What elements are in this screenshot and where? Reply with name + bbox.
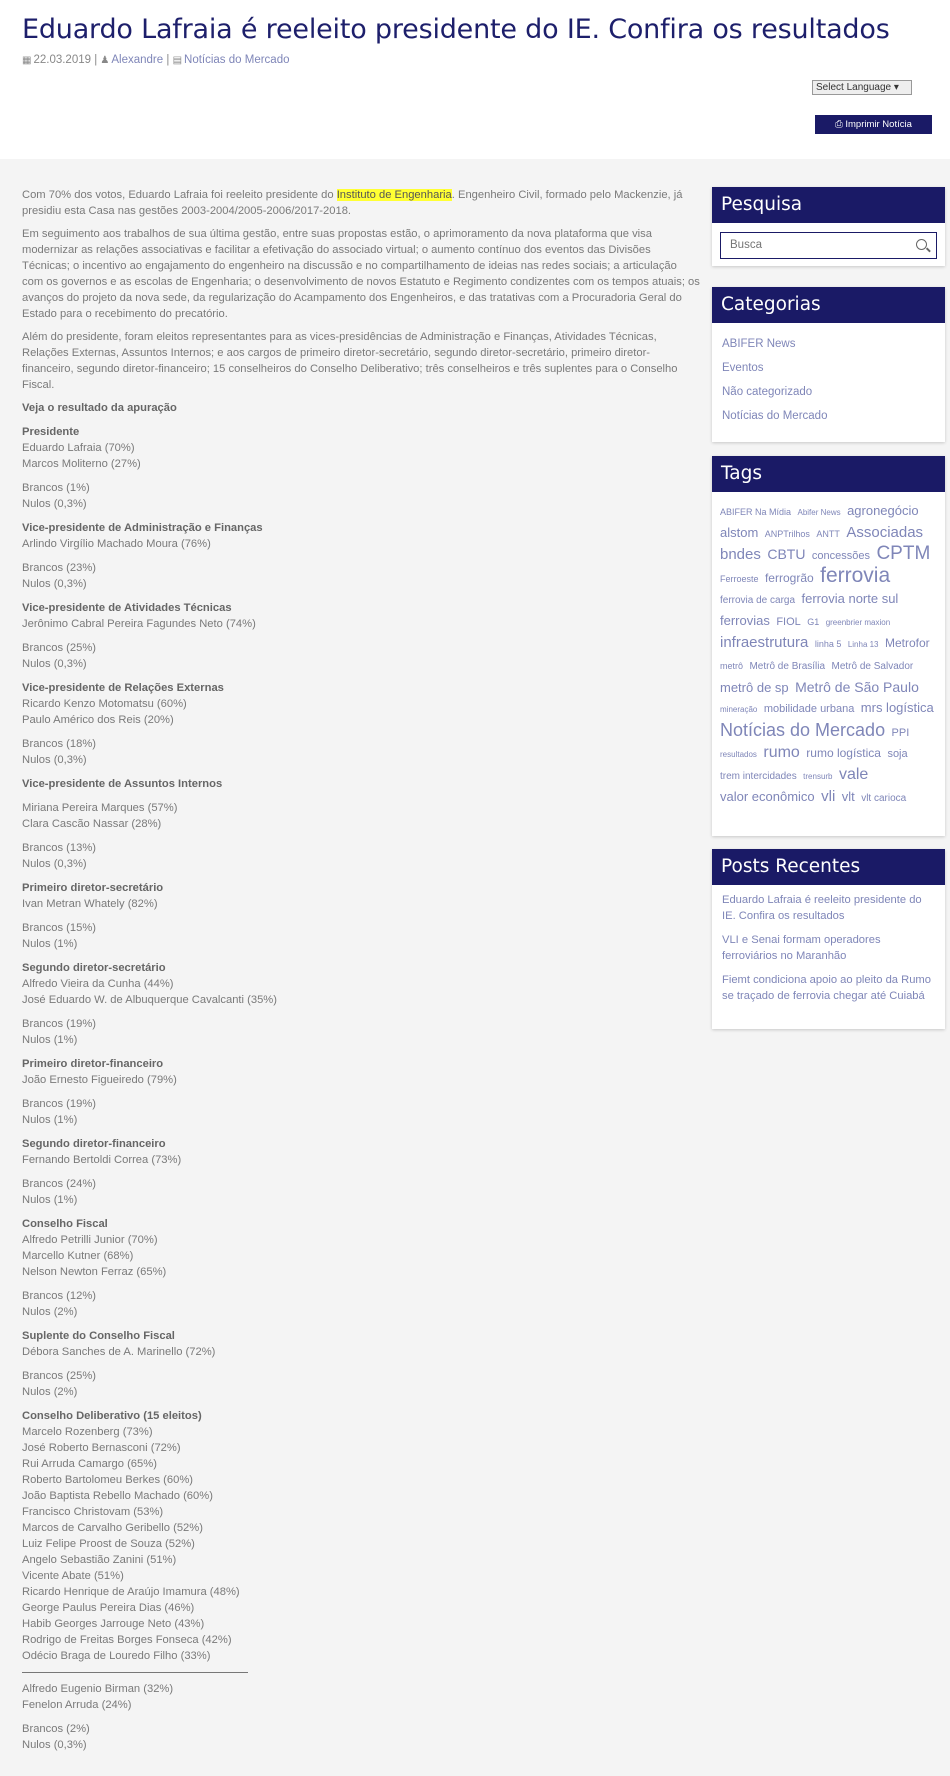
- null-votes: Nulos (0,3%): [22, 1739, 87, 1751]
- result-office-title: Vice-presidente de Relações Externas: [22, 682, 224, 694]
- candidate-result: Alfredo Petrilli Junior (70%): [22, 1234, 158, 1246]
- tag-link[interactable]: vlt: [841, 789, 855, 804]
- recent-post-link[interactable]: Eduardo Lafraia é reeleito presidente do IE. Confira os resultados: [722, 894, 922, 922]
- meta-separator: |: [91, 54, 101, 66]
- category-link[interactable]: Notícias do Mercado: [184, 54, 290, 66]
- blank-votes: Brancos (24%): [22, 1178, 96, 1190]
- tag-link[interactable]: rumo logística: [806, 746, 881, 760]
- candidate-result: Ricardo Henrique de Araújo Imamura (48%): [22, 1586, 240, 1598]
- results-section: [22, 400, 700, 1753]
- null-votes: Nulos (1%): [22, 1194, 78, 1206]
- candidate-result: George Paulus Pereira Dias (46%): [22, 1602, 195, 1614]
- tag-link[interactable]: valor econômico: [720, 789, 815, 804]
- meta-separator: |: [163, 54, 173, 66]
- tag-link[interactable]: ferrovia norte sul: [801, 591, 899, 606]
- blank-votes: Brancos (25%): [22, 642, 96, 654]
- tag-link[interactable]: ferrogrão: [764, 571, 814, 585]
- post-meta: [22, 54, 289, 66]
- result-block: [22, 880, 700, 960]
- widget-title: Pesquisa: [712, 187, 945, 223]
- category-link[interactable]: Eventos: [722, 362, 764, 374]
- search-icon[interactable]: [916, 239, 927, 250]
- candidate-result: Paulo Américo dos Reis (20%): [22, 714, 174, 726]
- calendar-icon: ▦: [22, 55, 32, 66]
- result-block: [22, 960, 700, 1056]
- newspaper-icon: ▤: [172, 55, 183, 66]
- tag-link[interactable]: vale: [838, 766, 869, 783]
- candidate-result: João Baptista Rebello Machado (60%): [22, 1490, 213, 1502]
- null-votes: Nulos (1%): [22, 938, 78, 950]
- result-block: [22, 424, 700, 520]
- blank-votes: Brancos (2%): [22, 1723, 90, 1735]
- tag-link[interactable]: Metrofor: [884, 636, 930, 650]
- tag-link[interactable]: ANTT: [816, 529, 840, 539]
- categories-widget: [712, 287, 945, 442]
- result-block: [22, 776, 700, 880]
- category-link[interactable]: Notícias do Mercado: [722, 410, 828, 422]
- divider: [22, 1672, 248, 1673]
- tag-link[interactable]: resultados: [720, 750, 757, 759]
- result-office-title: Segundo diretor-secretário: [22, 962, 166, 974]
- language-select-label: Select Language: [816, 82, 892, 93]
- result-block: [22, 1216, 700, 1328]
- candidate-result: Rodrigo de Freitas Borges Fonseca (42%): [22, 1634, 232, 1646]
- candidate-result: Luiz Felipe Proost de Souza (52%): [22, 1538, 195, 1550]
- article-body: [22, 187, 700, 1753]
- result-office-title: Vice-presidente de Assuntos Internos: [22, 778, 223, 790]
- category-list: [712, 323, 945, 428]
- tags-widget: [712, 456, 945, 836]
- paragraph-intro: [22, 187, 700, 219]
- candidate-result: Jerônimo Cabral Pereira Fagundes Neto (74%): [22, 618, 256, 630]
- tag-link[interactable]: vlt carioca: [861, 793, 907, 804]
- candidate-result: Miriana Pereira Marques (57%): [22, 802, 178, 814]
- search-input[interactable]: [730, 239, 900, 251]
- candidate-result: João Ernesto Figueiredo (79%): [22, 1074, 177, 1086]
- candidate-result: Rui Arruda Camargo (65%): [22, 1458, 157, 1470]
- candidate-result: Nelson Newton Ferraz (65%): [22, 1266, 167, 1278]
- tag-link[interactable]: Abifer News: [797, 508, 841, 517]
- null-votes: Nulos (0,3%): [22, 578, 87, 590]
- blank-votes: Brancos (18%): [22, 738, 96, 750]
- tag-cloud: [712, 492, 945, 809]
- council-results: [22, 1408, 700, 1753]
- widget-title: Tags: [712, 456, 945, 492]
- blank-votes: Brancos (23%): [22, 562, 96, 574]
- blank-votes: Brancos (15%): [22, 922, 96, 934]
- intro-text-continued: . Engenheiro Civil, formado pelo Mackenzie, já presidiu esta Casa nas gestões 2003-2004/2005-2006/2017-2018.: [22, 189, 683, 217]
- article-header: [0, 0, 950, 159]
- null-votes: Nulos (1%): [22, 1034, 78, 1046]
- tag-link[interactable]: mineração: [720, 705, 758, 714]
- candidate-result: Fenelon Arruda (24%): [22, 1699, 132, 1711]
- search-widget: [712, 187, 945, 266]
- print-button[interactable]: [815, 115, 932, 134]
- result-block: [22, 600, 700, 680]
- recent-posts-widget: [712, 849, 945, 1029]
- result-office-title: Suplente do Conselho Fiscal: [22, 1330, 175, 1342]
- candidate-result: Marcello Kutner (68%): [22, 1250, 134, 1262]
- widget-title: Posts Recentes: [712, 849, 945, 885]
- tag-link[interactable]: Associadas: [846, 524, 924, 541]
- tag-link[interactable]: FIOL: [776, 616, 801, 628]
- tag-link[interactable]: concessões: [811, 550, 870, 562]
- tag-link[interactable]: linha 5: [814, 639, 842, 649]
- null-votes: Nulos (2%): [22, 1386, 78, 1398]
- null-votes: Nulos (0,3%): [22, 498, 87, 510]
- candidate-result: Alfredo Eugenio Birman (32%): [22, 1683, 174, 1695]
- print-button-label: Imprimir Notícia: [845, 119, 912, 130]
- intro-text: Com 70% dos votos, Eduardo Lafraia foi reeleito presidente do: [22, 189, 337, 201]
- blank-votes: Brancos (13%): [22, 842, 96, 854]
- tag-link[interactable]: Metrô de Salvador: [831, 661, 914, 672]
- results-heading: Veja o resultado da apuração: [22, 402, 177, 414]
- candidate-result: Fernando Bertoldi Correa (73%): [22, 1154, 182, 1166]
- recent-post-list: [712, 885, 945, 1004]
- tag-link[interactable]: Ferroeste: [720, 574, 759, 584]
- blank-votes: Brancos (19%): [22, 1098, 96, 1110]
- null-votes: Nulos (1%): [22, 1114, 78, 1126]
- tag-link[interactable]: soja: [887, 748, 908, 760]
- candidate-result: Habib Georges Jarrouge Neto (43%): [22, 1618, 205, 1630]
- result-block: [22, 1328, 700, 1408]
- tag-link[interactable]: vli: [821, 788, 836, 805]
- candidate-result: Arlindo Virgílio Machado Moura (76%): [22, 538, 211, 550]
- tag-link[interactable]: Metrô de Brasília: [749, 661, 826, 672]
- candidate-result: Angelo Sebastião Zanini (51%): [22, 1554, 177, 1566]
- recent-post-link[interactable]: VLI e Senai formam operadores ferroviários no Maranhão: [722, 934, 881, 962]
- null-votes: Nulos (2%): [22, 1306, 78, 1318]
- candidate-result: Roberto Bartolomeu Berkes (60%): [22, 1474, 193, 1486]
- candidate-result: Marcelo Rozenberg (73%): [22, 1426, 153, 1438]
- result-block: [22, 680, 700, 776]
- tag-link[interactable]: ferrovia de carga: [720, 595, 796, 606]
- tag-link[interactable]: mrs logística: [860, 700, 934, 715]
- blank-votes: Brancos (12%): [22, 1290, 96, 1302]
- result-office-title: Conselho Fiscal: [22, 1218, 108, 1230]
- tag-link[interactable]: Metrô de São Paulo: [795, 679, 919, 695]
- candidate-result: José Eduardo W. de Albuquerque Cavalcanti (35%): [22, 994, 277, 1006]
- result-office-title: Segundo diretor-financeiro: [22, 1138, 166, 1150]
- null-votes: Nulos (0,3%): [22, 658, 87, 670]
- tag-link[interactable]: bndes: [720, 546, 761, 563]
- result-office-title: Primeiro diretor-financeiro: [22, 1058, 164, 1070]
- author-link[interactable]: Alexandre: [111, 54, 164, 66]
- tag-link[interactable]: PPI: [891, 727, 910, 739]
- blank-votes: Brancos (19%): [22, 1018, 96, 1030]
- tag-link[interactable]: ANPTrilhos: [764, 529, 810, 539]
- highlight-link[interactable]: Instituto de Engenharia: [336, 189, 452, 201]
- tag-link[interactable]: metrô de sp: [720, 680, 789, 695]
- candidate-result: Ivan Metran Whately (82%): [22, 898, 158, 910]
- tag-link[interactable]: metrô: [720, 661, 744, 671]
- result-office-title: Conselho Deliberativo (15 eleitos): [22, 1410, 202, 1422]
- category-link[interactable]: ABIFER News: [722, 338, 796, 350]
- tag-link[interactable]: ferrovia: [820, 564, 891, 587]
- result-block: [22, 1056, 700, 1136]
- paragraph-proposals: Em seguimento aos trabalhos de sua última gestão, entre suas propostas estão, o aprimoramento da nova plataforma que visa modernizar as relações associativas e facilitar a efetivação do associado virtual; o aumento contínuo dos eventos das Divisões Técnicas; o incentivo ao engajamento do engenheiro na discussão e no compartilhamento de ideias nas redes sociais; a articulação com os governos e as escolas de Engenharia; o desenvolvimento de novos Estatuto e Regimento condizentes com os tempos atuais; os avanços do projeto da nova sede, da regularização do Acampamento dos Engenheiros, e das tratativas com a Procuradoria Geral do Estado para o recebimento do precatório.: [22, 228, 700, 320]
- candidate-result: Ricardo Kenzo Motomatsu (60%): [22, 698, 187, 710]
- candidate-result: Débora Sanches de A. Marinello (72%): [22, 1346, 216, 1358]
- tag-link[interactable]: G1: [807, 617, 820, 627]
- printer-icon: ⎙: [835, 119, 843, 130]
- tag-link[interactable]: trem intercidades: [720, 771, 797, 782]
- result-office-title: Primeiro diretor-secretário: [22, 882, 164, 894]
- tag-link[interactable]: Linha 13: [847, 640, 879, 649]
- page-title: Eduardo Lafraia é reeleito presidente do IE. Confira os resultados: [22, 14, 890, 45]
- tag-link[interactable]: rumo: [763, 744, 800, 761]
- candidate-result: Marcos de Carvalho Geribello (52%): [22, 1522, 203, 1534]
- tag-link[interactable]: ABIFER Na Mídia: [720, 507, 792, 517]
- candidate-result: Marcos Moliterno (27%): [22, 458, 141, 470]
- paragraph-elected: Além do presidente, foram eleitos representantes para as vices-presidências de Administração e Finanças, Atividades Técnicas, Relações Externas, Assuntos Internos; e aos cargos de primeiro diretor-secretário, segundo diretor-secretário, primeiro diretor-financeiro, segundo diretor-financeiro; 15 conselheiros do Conselho Deliberativo; três conselheiros e três suplentes para o Conselho Fiscal.: [22, 331, 678, 391]
- tag-link[interactable]: CPTM: [876, 543, 931, 564]
- post-date: 22.03.2019: [33, 54, 92, 66]
- tag-link[interactable]: greenbrier maxion: [825, 618, 891, 627]
- candidate-result: Clara Cascão Nassar (28%): [22, 818, 162, 830]
- candidate-result: José Roberto Bernasconi (72%): [22, 1442, 181, 1454]
- search-box: [720, 232, 937, 259]
- recent-post-link[interactable]: Fiemt condiciona apoio ao pleito da Rumo se traçado de ferrovia chegar até Cuiabá: [722, 974, 931, 1002]
- blank-votes: Brancos (1%): [22, 482, 90, 494]
- widget-title: Categorias: [712, 287, 945, 323]
- tag-link[interactable]: agronegócio: [847, 503, 919, 518]
- tag-link[interactable]: Notícias do Mercado: [720, 720, 886, 740]
- tag-link[interactable]: trensurb: [803, 772, 833, 781]
- candidate-result: Alfredo Vieira da Cunha (44%): [22, 978, 174, 990]
- tag-link[interactable]: alstom: [720, 525, 759, 540]
- language-select[interactable]: [812, 80, 912, 95]
- result-office-title: Presidente: [22, 426, 80, 438]
- result-block: [22, 520, 700, 600]
- user-icon: ♟: [100, 55, 110, 66]
- result-block: [22, 1136, 700, 1216]
- null-votes: Nulos (0,3%): [22, 858, 87, 870]
- dropdown-arrow-icon: ▾: [893, 82, 899, 93]
- candidate-result: Eduardo Lafraia (70%): [22, 442, 135, 454]
- tag-link[interactable]: mobilidade urbana: [763, 703, 855, 715]
- tag-link[interactable]: ferrovias: [720, 613, 770, 628]
- tag-link[interactable]: CBTU: [767, 546, 806, 562]
- null-votes: Nulos (0,3%): [22, 754, 87, 766]
- candidate-result: Francisco Christovam (53%): [22, 1506, 164, 1518]
- result-office-title: Vice-presidente de Atividades Técnicas: [22, 602, 232, 614]
- candidate-result: Odécio Braga de Louredo Filho (33%): [22, 1650, 211, 1662]
- category-link[interactable]: Não categorizado: [722, 386, 813, 398]
- result-office-title: Vice-presidente de Administração e Finanças: [22, 522, 263, 534]
- blank-votes: Brancos (25%): [22, 1370, 96, 1382]
- candidate-result: Vicente Abate (51%): [22, 1570, 124, 1582]
- tag-link[interactable]: infraestrutura: [720, 634, 809, 651]
